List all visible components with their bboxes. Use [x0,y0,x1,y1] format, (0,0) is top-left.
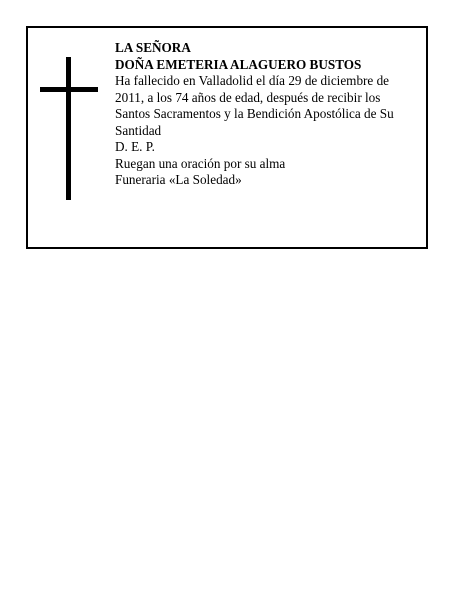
notice-rip: D. E. P. [115,139,155,154]
cross-horizontal-bar [40,87,98,92]
notice-honorific: LA SEÑORA [115,40,191,55]
cross-vertical-bar [66,57,71,200]
notice-prayer: Ruegan una oración por su alma [115,155,286,171]
notice-text [115,40,415,189]
cross-icon [40,57,98,200]
obituary-notice [26,26,428,249]
notice-funeral-home: Funeraria «La Soledad» [115,172,242,187]
notice-body: Ha fallecido en Valladolid el día 29 de diciembre de 2011, a los 74 años de edad, después de recibir los Santos Sacramentos y la Bendición Apostólica de Su Santidad [115,73,394,138]
notice-deceased-name: DOÑA EMETERIA ALAGUERO BUSTOS [115,56,362,72]
